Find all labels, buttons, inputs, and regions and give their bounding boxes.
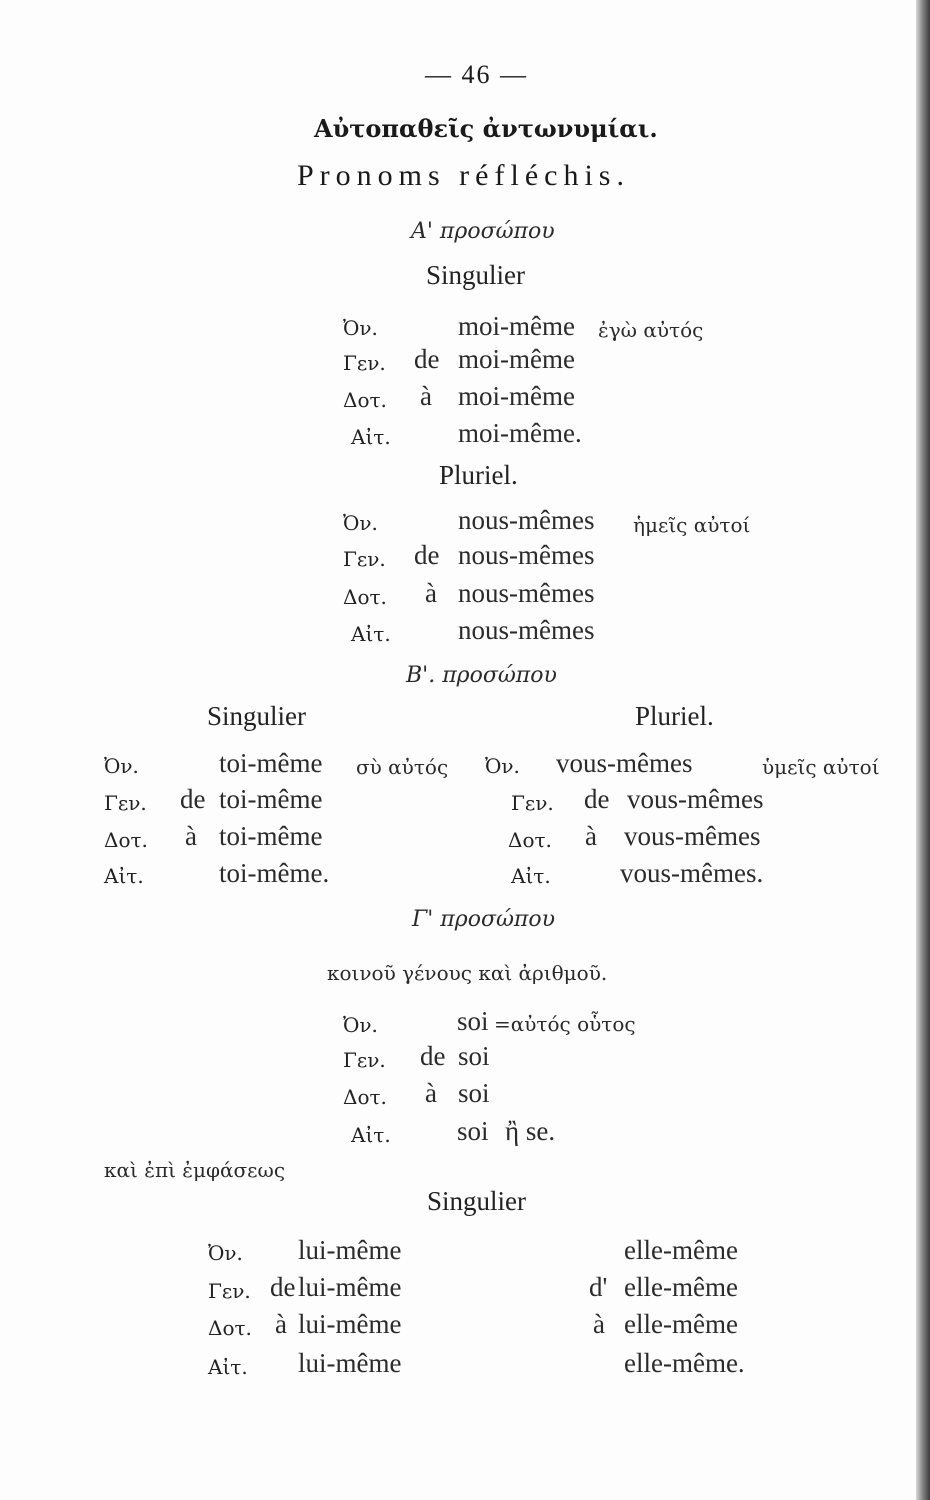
case-label: Δοτ. — [343, 585, 387, 609]
page-edge-shadow — [916, 0, 930, 1500]
prefix: de — [180, 784, 206, 814]
greek-gloss: ἐγὼ αὐτός — [598, 318, 704, 342]
form: vous-mêmes — [624, 821, 761, 851]
masculine-form: lui-même — [298, 1348, 402, 1378]
case-label: Γεν. — [343, 547, 386, 571]
feminine-form: elle-même — [624, 1309, 738, 1339]
feminine-prefix: d' — [589, 1272, 608, 1302]
prefix: à — [185, 821, 197, 851]
form: toi-même — [219, 784, 323, 814]
masculine-prefix: à — [275, 1309, 287, 1339]
feminine-form: elle-même — [624, 1272, 738, 1302]
feminine-prefix: à — [593, 1309, 605, 1339]
greek-gloss: σὺ αὐτός — [356, 755, 449, 779]
prefix: de — [420, 1041, 446, 1071]
feminine-form: elle-même — [624, 1235, 738, 1265]
prefix: de — [414, 540, 440, 570]
emphasis-label: καὶ ἐπὶ ἐμφάσεως — [104, 1158, 286, 1182]
case-label: Ὀν. — [343, 511, 378, 535]
masculine-form: lui-même — [298, 1309, 402, 1339]
form: nous-mêmes — [458, 615, 595, 645]
form: toi-même — [219, 821, 323, 851]
title-french: Pronoms réfléchis. — [297, 159, 630, 192]
prefix: de — [414, 344, 440, 374]
case-label: Ὀν. — [343, 1013, 378, 1037]
feminine-form: elle-même. — [624, 1348, 745, 1378]
section-c-heading: Γ' προσώπου — [412, 907, 555, 932]
section-b-heading: Β'. προσώπου — [406, 663, 557, 688]
form: moi-même — [458, 344, 575, 374]
page-number: — 46 — — [425, 60, 528, 89]
greek-gloss: =αὐτός οὗτος — [494, 1012, 636, 1036]
section-a-singular-label: Singulier — [426, 260, 525, 290]
greek-gloss: ὑμεῖς αὐτοί — [762, 755, 880, 779]
prefix: à — [425, 578, 437, 608]
case-label: Δοτ. — [343, 388, 387, 412]
form: moi-même. — [458, 418, 582, 448]
form: nous-mêmes — [458, 578, 595, 608]
emphasis-singular-label: Singulier — [427, 1186, 526, 1216]
case-label: Αἰτ. — [208, 1355, 248, 1379]
prefix: à — [585, 821, 597, 851]
greek-gloss: ἡμεῖς αὐτοί — [633, 513, 751, 537]
case-label: Γεν. — [343, 1048, 386, 1072]
form: soi — [457, 1116, 489, 1146]
prefix: à — [425, 1078, 437, 1108]
case-label: Δοτ. — [104, 828, 148, 852]
case-label: Ὀν. — [485, 754, 520, 778]
case-label: Γεν. — [104, 791, 147, 815]
case-label: Δοτ. — [208, 1316, 252, 1340]
title-greek: Αὐτοπαθεῖς ἀντωνυμίαι. — [314, 114, 658, 143]
case-label: Αἰτ. — [351, 425, 391, 449]
form: soi — [457, 1006, 489, 1036]
masculine-form: lui-même — [298, 1235, 402, 1265]
form: toi-même — [219, 748, 323, 778]
masculine-form: lui-même — [298, 1272, 402, 1302]
form: moi-même — [458, 311, 575, 341]
section-b-plural-label: Pluriel. — [635, 701, 714, 731]
case-label: Δοτ. — [508, 828, 552, 852]
section-b-singular-label: Singulier — [207, 701, 306, 731]
form: toi-même. — [219, 858, 330, 888]
case-label: Αἰτ. — [104, 864, 144, 888]
case-label: Ὀν. — [208, 1241, 243, 1265]
form: soi — [458, 1078, 490, 1108]
case-label: Αἰτ. — [351, 1123, 391, 1147]
case-label: Γεν. — [511, 791, 554, 815]
form: moi-même — [458, 381, 575, 411]
form: nous-mêmes — [458, 505, 595, 535]
form: vous-mêmes. — [620, 858, 764, 888]
section-a-plural-label: Pluriel. — [439, 460, 518, 490]
prefix: à — [420, 381, 432, 411]
case-label: Ὀν. — [343, 316, 378, 340]
alternate-form: ἢ se. — [505, 1116, 556, 1146]
case-label: Γεν. — [343, 351, 386, 375]
case-label: Αἰτ. — [351, 622, 391, 646]
form: nous-mêmes — [458, 540, 595, 570]
case-label: Γεν. — [208, 1279, 251, 1303]
masculine-prefix: de — [270, 1272, 296, 1302]
prefix: de — [584, 784, 610, 814]
case-label: Ὀν. — [104, 754, 139, 778]
form: vous-mêmes — [627, 784, 764, 814]
case-label: Αἰτ. — [511, 864, 551, 888]
form: vous-mêmes — [556, 748, 693, 778]
section-c-subheading: κοινοῦ γένους καὶ ἀριθμοῦ. — [327, 961, 608, 985]
section-a-heading: Α' προσώπου — [411, 219, 555, 244]
case-label: Δοτ. — [343, 1085, 387, 1109]
form: soi — [458, 1041, 490, 1071]
